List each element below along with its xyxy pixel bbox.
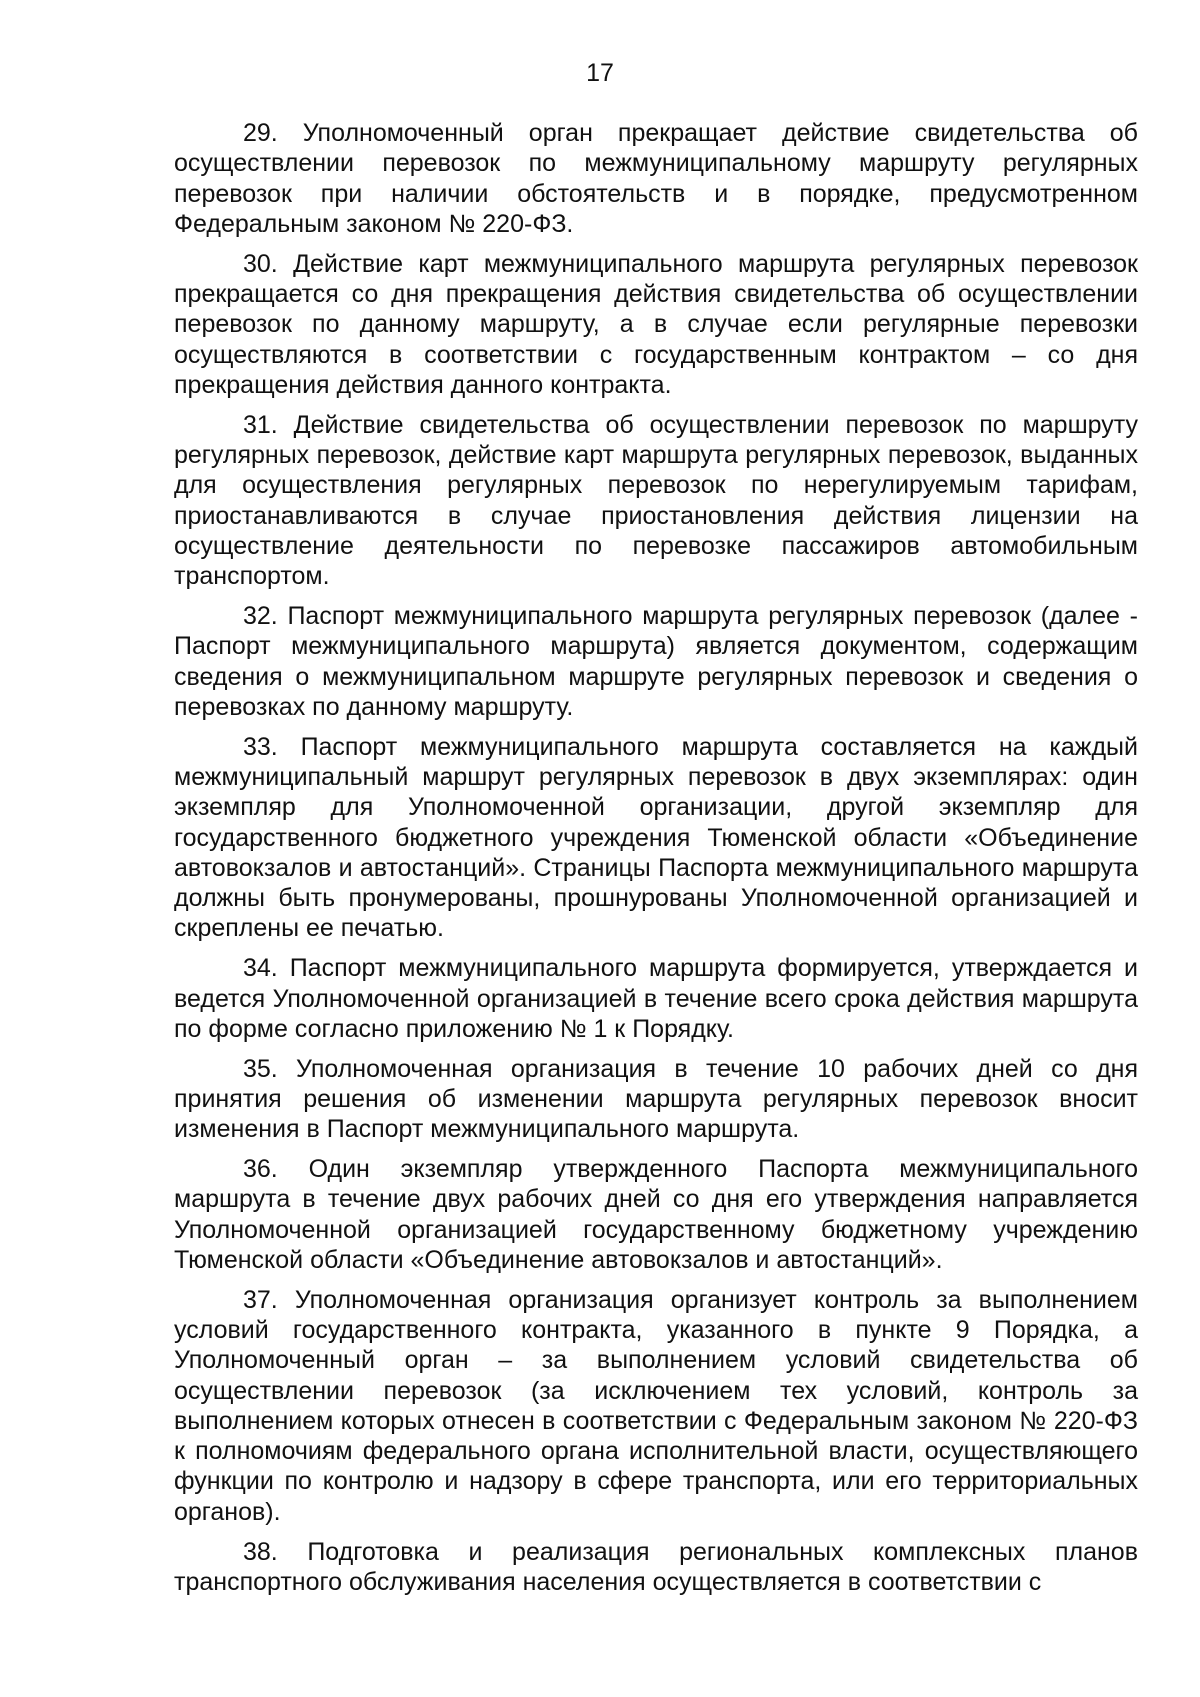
document-body xyxy=(174,118,1138,1607)
paragraph-32: 32. Паспорт межмуниципального маршрута регулярных перевозок (далее - Паспорт межмуниципального маршрута) является документом, содержащим сведения о межмуниципальном маршруте регулярных перевозок и сведения о перевозках по данному маршруту. xyxy=(174,601,1138,721)
paragraph-38: 38. Подготовка и реализация региональных комплексных планов транспортного обслуживания населения осуществляется в соответствии с xyxy=(174,1537,1138,1596)
paragraph-31: 31. Действие свидетельства об осуществлении перевозок по маршруту регулярных перевозок, действие карт маршрута регулярных перевозок, выданных для осуществления регулярных перевозок по нерегулируемым тарифам, приостанавливаются в случае приостановления действия лицензии на осуществление деятельности по перевозке пассажиров автомобильным транспортом. xyxy=(174,410,1138,591)
paragraph-33: 33. Паспорт межмуниципального маршрута составляется на каждый межмуниципальный маршрут регулярных перевозок в двух экземплярах: один экземпляр для Уполномоченной организации, другой экземпляр для государственного бюджетного учреждения Тюменской области «Объединение автовокзалов и автостанций». Страницы Паспорта межмуниципального маршрута должны быть пронумерованы, прошнурованы Уполномоченной организацией и скреплены ее печатью. xyxy=(174,732,1138,943)
paragraph-29: 29. Уполномоченный орган прекращает действие свидетельства об осуществлении перевозок по межмуниципальному маршруту регулярных перевозок при наличии обстоятельств и в порядке, предусмотренном Федеральным законом № 220-ФЗ. xyxy=(174,119,1138,238)
paragraph-35: 35. Уполномоченная организация в течение 10 рабочих дней со дня принятия решения об изменении маршрута регулярных перевозок вносит изменения в Паспорт межмуниципального маршрута. xyxy=(174,1054,1138,1144)
paragraph-34: 34. Паспорт межмуниципального маршрута формируется, утверждается и ведется Уполномоченной организацией в течение всего срока действия маршрута по форме согласно приложению № 1 к Порядку. xyxy=(174,954,1138,1043)
paragraph-30: 30. Действие карт межмуниципального маршрута регулярных перевозок прекращается со дня прекращения действия свидетельства об осуществлении перевозок по данному маршруту, а в случае если регулярные перевозки осуществляются в соответствии с государственным контрактом – со дня прекращения действия данного контракта. xyxy=(174,249,1138,399)
page-number: 17 xyxy=(586,59,614,87)
paragraph-37: 37. Уполномоченная организация организует контроль за выполнением условий государственного контракта, указанного в пункте 9 Порядка, а Уполномоченный орган – за выполнением условий свидетельства об осуществлении перевозок (за исключением тех условий, контроль за выполнением которых отнесен в соответствии с Федеральным законом № 220-ФЗ к полномочиям федерального органа исполнительной власти, осуществляющего функции по контролю и надзору в сфере транспорта, или его территориальных органов). xyxy=(174,1285,1138,1526)
paragraph-36: 36. Один экземпляр утвержденного Паспорта межмуниципального маршрута в течение двух рабочих дней со дня его утверждения направляется Уполномоченной организацией государственному бюджетному учреждению Тюменской области «Объединение автовокзалов и автостанций». xyxy=(174,1155,1138,1274)
